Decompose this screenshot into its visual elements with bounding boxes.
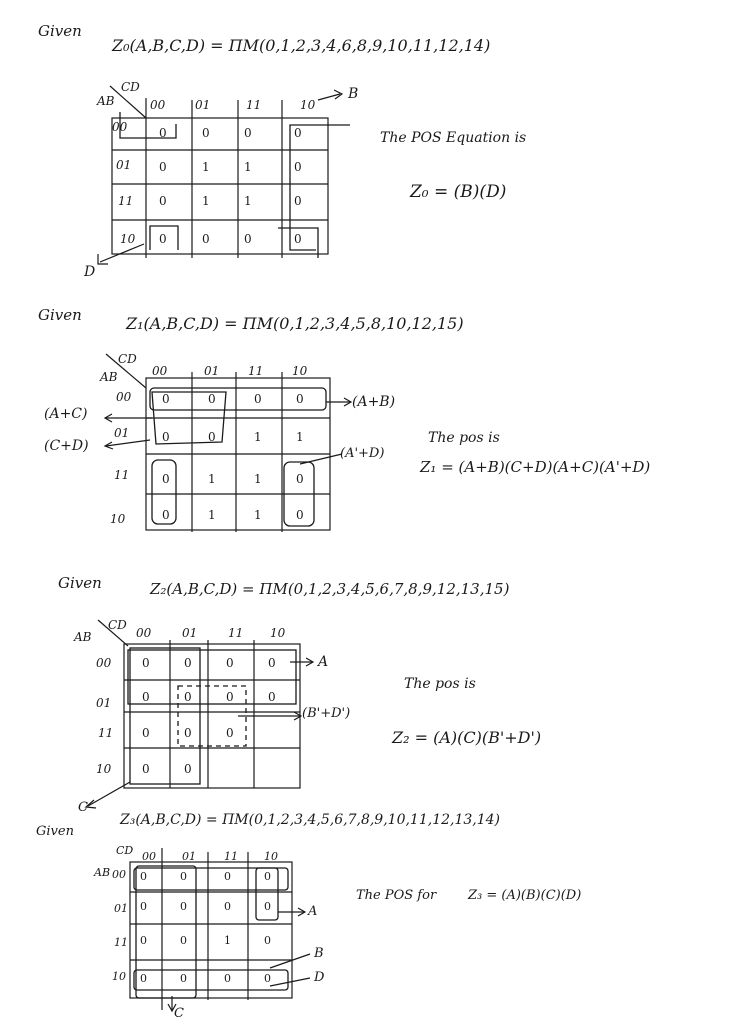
z0-row-header-2: 11 bbox=[118, 194, 134, 208]
z3-col-header-3: 10 bbox=[264, 850, 278, 863]
kmap-cell-value: 0 bbox=[294, 126, 302, 140]
z0-expression: Z₀(A,B,C,D) = ΠM(0,1,2,3,4,6,8,9,10,11,12,14) bbox=[112, 36, 491, 55]
z3-row-header-3: 10 bbox=[112, 970, 126, 983]
z3-annotation-a: A bbox=[308, 904, 318, 919]
z3-annotation-d: D bbox=[314, 970, 325, 985]
z0-row-header-1: 01 bbox=[116, 158, 132, 172]
z3-result: Z₃ = (A)(B)(C)(D) bbox=[468, 888, 582, 903]
z1-result: Z₁ = (A+B)(C+D)(A+C)(A'+D) bbox=[420, 458, 651, 476]
z2-annotation-c: C bbox=[78, 800, 88, 815]
z2-given-label: Given bbox=[58, 574, 102, 592]
z1-given-label: Given bbox=[38, 306, 82, 324]
z3-col-header-2: 11 bbox=[224, 850, 238, 863]
z1-row-header-1: 01 bbox=[114, 426, 130, 440]
z0-corner-ab: AB bbox=[97, 94, 115, 108]
kmap-cell-value: 0 bbox=[140, 900, 147, 913]
kmap-cell-value: 0 bbox=[142, 690, 150, 704]
z1-row-header-3: 10 bbox=[110, 512, 126, 526]
z0-col-header-2: 11 bbox=[246, 98, 262, 112]
z3-annotation-b: B bbox=[314, 946, 324, 961]
z0-row-header-3: 10 bbox=[120, 232, 136, 246]
z3-given-label: Given bbox=[36, 824, 74, 839]
kmap-cell-value: 0 bbox=[202, 126, 210, 140]
kmap-cell-value: 1 bbox=[208, 472, 216, 486]
kmap-cell-value: 1 bbox=[254, 472, 262, 486]
z2-result: Z₂ = (A)(C)(B'+D') bbox=[392, 728, 542, 747]
z3-row-header-1: 01 bbox=[114, 902, 128, 915]
kmap-cell-value: 0 bbox=[264, 900, 271, 913]
kmap-cell-value: 0 bbox=[294, 194, 302, 208]
kmap-cell-value: 0 bbox=[244, 232, 252, 246]
kmap-cell-value: 1 bbox=[296, 430, 304, 444]
z1-col-header-2: 11 bbox=[248, 364, 264, 378]
kmap-cell-value: 0 bbox=[140, 934, 147, 947]
z2-col-header-1: 01 bbox=[182, 626, 198, 640]
z0-given-label: Given bbox=[38, 22, 82, 40]
kmap-cell-value: 0 bbox=[254, 392, 262, 406]
kmap-cell-value: 0 bbox=[180, 934, 187, 947]
z0-col-header-1: 01 bbox=[195, 98, 211, 112]
z1-annotation-a-plus-c: (A+C) bbox=[44, 406, 88, 422]
kmap-cell-value: 0 bbox=[184, 656, 192, 670]
z0-result: Z₀ = (B)(D) bbox=[410, 182, 507, 202]
z2-expression: Z₂(A,B,C,D) = ΠM(0,1,2,3,4,5,6,7,8,9,12,13,15) bbox=[150, 580, 510, 598]
kmap-cell-value: 0 bbox=[226, 726, 234, 740]
z1-expression: Z₁(A,B,C,D) = ΠM(0,1,2,3,4,5,8,10,12,15) bbox=[126, 314, 464, 333]
kmap-cell-value: 0 bbox=[140, 972, 147, 985]
z1-annotation-a-not-plus-d: (A'+D) bbox=[340, 446, 385, 461]
kmap-cell-value: 0 bbox=[268, 690, 276, 704]
z0-col-header-0: 00 bbox=[150, 98, 166, 112]
kmap-cell-value: 0 bbox=[159, 194, 167, 208]
kmap-cell-value: 0 bbox=[208, 392, 216, 406]
kmap-cell-value: 0 bbox=[296, 392, 304, 406]
z2-col-header-3: 10 bbox=[270, 626, 286, 640]
kmap-cell-value: 0 bbox=[224, 870, 231, 883]
kmap-cell-value: 0 bbox=[264, 870, 271, 883]
kmap-cell-value: 0 bbox=[142, 762, 150, 776]
kmap-cell-value: 1 bbox=[244, 194, 252, 208]
z2-corner-ab: AB bbox=[74, 630, 92, 644]
z2-row-header-0: 00 bbox=[96, 656, 112, 670]
kmap-cell-value: 1 bbox=[254, 508, 262, 522]
z1-col-header-1: 01 bbox=[204, 364, 220, 378]
kmap-cell-value: 0 bbox=[224, 900, 231, 913]
z0-corner-cd: CD bbox=[121, 80, 140, 94]
kmap-cell-value: 0 bbox=[208, 430, 216, 444]
z1-corner-ab: AB bbox=[100, 370, 118, 384]
kmap-cell-value: 1 bbox=[202, 194, 210, 208]
z3-row-header-0: 00 bbox=[112, 868, 126, 881]
z3-result-label: The POS for bbox=[356, 888, 437, 903]
kmap-cell-value: 0 bbox=[159, 232, 167, 246]
kmap-cell-value: 0 bbox=[296, 508, 304, 522]
z1-corner-cd: CD bbox=[118, 352, 137, 366]
z2-row-header-1: 01 bbox=[96, 696, 112, 710]
kmap-cell-value: 0 bbox=[162, 472, 170, 486]
z1-row-header-2: 11 bbox=[114, 468, 130, 482]
kmap-cell-value: 0 bbox=[184, 690, 192, 704]
kmap-cell-value: 0 bbox=[180, 972, 187, 985]
kmap-cell-value: 0 bbox=[162, 508, 170, 522]
z2-col-header-2: 11 bbox=[228, 626, 244, 640]
kmap-cell-value: 1 bbox=[202, 160, 210, 174]
z3-corner-ab: AB bbox=[94, 866, 111, 879]
z0-result-label: The POS Equation is bbox=[380, 130, 527, 146]
kmap-cell-value: 0 bbox=[162, 430, 170, 444]
z2-col-header-0: 00 bbox=[136, 626, 152, 640]
z2-annotation-a: A bbox=[318, 654, 329, 670]
kmap-cell-value: 0 bbox=[244, 126, 252, 140]
z1-col-header-3: 10 bbox=[292, 364, 308, 378]
z0-col-header-3: 10 bbox=[300, 98, 316, 112]
z3-annotation-c: C bbox=[174, 1006, 184, 1021]
kmap-cell-value: 1 bbox=[254, 430, 262, 444]
kmap-cell-value: 0 bbox=[226, 690, 234, 704]
kmap-cell-value: 0 bbox=[162, 392, 170, 406]
z1-annotation-a-plus-b: (A+B) bbox=[352, 394, 396, 410]
kmap-cell-value: 0 bbox=[142, 726, 150, 740]
z2-annotation-b-not-plus-d-not: (B'+D') bbox=[302, 706, 351, 721]
z3-row-header-2: 11 bbox=[114, 936, 128, 949]
kmap-cell-value: 0 bbox=[159, 126, 167, 140]
z3-col-header-0: 00 bbox=[142, 850, 156, 863]
kmap-cell-value: 1 bbox=[244, 160, 252, 174]
z2-result-label: The pos is bbox=[404, 676, 476, 692]
z2-row-header-3: 10 bbox=[96, 762, 112, 776]
z3-expression: Z₃(A,B,C,D) = ΠM(0,1,2,3,4,5,6,7,8,9,10,11,12,13,14) bbox=[120, 812, 500, 828]
kmap-cell-value: 0 bbox=[226, 656, 234, 670]
z3-arrow-d bbox=[270, 978, 310, 986]
kmap-cell-value: 0 bbox=[264, 972, 271, 985]
kmap-cell-value: 0 bbox=[159, 160, 167, 174]
kmap-cell-value: 0 bbox=[294, 232, 302, 246]
kmap-cell-value: 0 bbox=[180, 900, 187, 913]
kmap-cell-value: 0 bbox=[202, 232, 210, 246]
z3-col-header-1: 01 bbox=[182, 850, 196, 863]
kmap-cell-value: 0 bbox=[180, 870, 187, 883]
z0-row-header-0: 00 bbox=[112, 120, 128, 134]
z1-result-label: The pos is bbox=[428, 430, 500, 446]
kmap-cell-value: 0 bbox=[224, 972, 231, 985]
kmap-cell-value: 1 bbox=[208, 508, 216, 522]
z2-row-header-2: 11 bbox=[98, 726, 114, 740]
kmap-cell-value: 0 bbox=[268, 656, 276, 670]
kmap-cell-value: 0 bbox=[294, 160, 302, 174]
kmap-cell-value: 0 bbox=[140, 870, 147, 883]
kmap-cell-value: 0 bbox=[296, 472, 304, 486]
kmap-cell-value: 0 bbox=[142, 656, 150, 670]
z3-arrow-b bbox=[270, 954, 310, 968]
z0-annotation-b: B bbox=[348, 86, 359, 102]
z1-col-header-0: 00 bbox=[152, 364, 168, 378]
kmap-cell-value: 0 bbox=[264, 934, 271, 947]
kmap-cell-value: 0 bbox=[184, 762, 192, 776]
z2-corner-cd: CD bbox=[108, 618, 127, 632]
kmap-cell-value: 1 bbox=[224, 934, 231, 947]
kmap-cell-value: 0 bbox=[184, 726, 192, 740]
z0-annotation-d: D bbox=[84, 264, 96, 280]
z3-corner-cd: CD bbox=[116, 844, 134, 857]
z1-row-header-0: 00 bbox=[116, 390, 132, 404]
z1-annotation-c-plus-d: (C+D) bbox=[44, 438, 89, 454]
